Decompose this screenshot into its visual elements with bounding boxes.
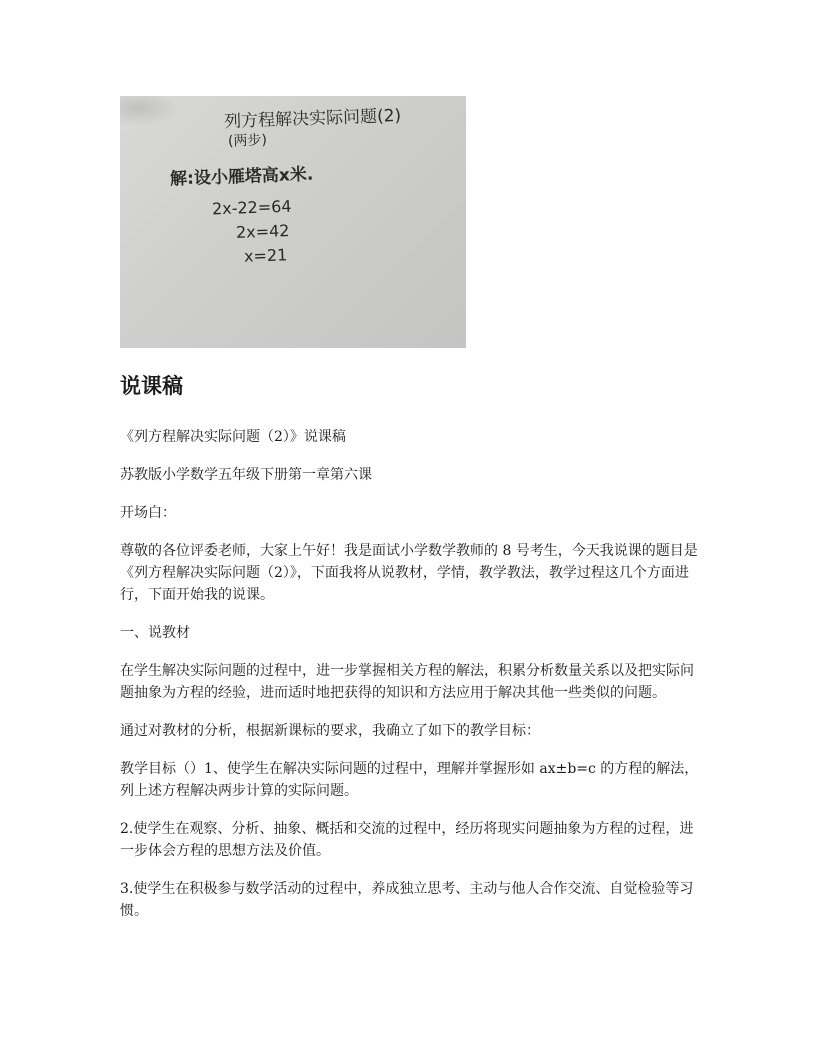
textbook-line: 苏教版小学数学五年级下册第一章第六课 (120, 467, 372, 483)
section-heading-materials: 一、说教材 (120, 625, 190, 641)
objective-3: 3.使学生在积极参与数学活动的过程中，养成独立思考、主动与他人合作交流、自觉检验等习惯。 (120, 881, 694, 919)
opening-paragraph: 尊敬的各位评委老师，大家上午好！我是面试小学数学教师的 8 号考生，今天我说课的题目是《列方程解决实际问题（2）》，下面我将从说教材，学情，教学教法，教学过程这几个方面进行，下面开始我的说课。 (120, 543, 698, 603)
materials-paragraph: 在学生解决实际问题的过程中，进一步掌握相关方程的解法，积累分析数量关系以及把实际问题抽象为方程的经验，进而适时地把获得的知识和方法应用于解决其他一些类似的问题。 (120, 663, 694, 701)
objectives-intro: 通过对教材的分析，根据新课标的要求，我确立了如下的教学目标： (120, 723, 540, 739)
photo-subtitle: (两步) (227, 132, 268, 150)
photo-equation-1: 2x-22=64 (211, 196, 292, 219)
photo-smudge (120, 96, 180, 126)
photo-title: 列方程解决实际问题(2) (223, 105, 402, 133)
photo-let-line: 解:设小雁塔高x米. (169, 164, 314, 190)
doc-title-line: 《列方程解决实际问题（2）》说课稿 (120, 429, 346, 445)
document-body (120, 370, 700, 938)
objective-1: 教学目标（）1、使学生在解决实际问题的过程中，理解并掌握形如 ax±b=c 的方程的解法，列上述方程解决两步计算的实际问题。 (120, 761, 699, 799)
photo-equation-2: 2x=42 (235, 221, 290, 242)
handwritten-photo (120, 96, 466, 348)
photo-equation-3: x=21 (243, 245, 288, 266)
opening-label: 开场白： (120, 505, 176, 521)
page-title: 说课稿 (120, 374, 183, 398)
objective-2: 2.使学生在观察、分析、抽象、概括和交流的过程中，经历将现实问题抽象为方程的过程，进一步体会方程的思想方法及价值。 (120, 821, 694, 859)
